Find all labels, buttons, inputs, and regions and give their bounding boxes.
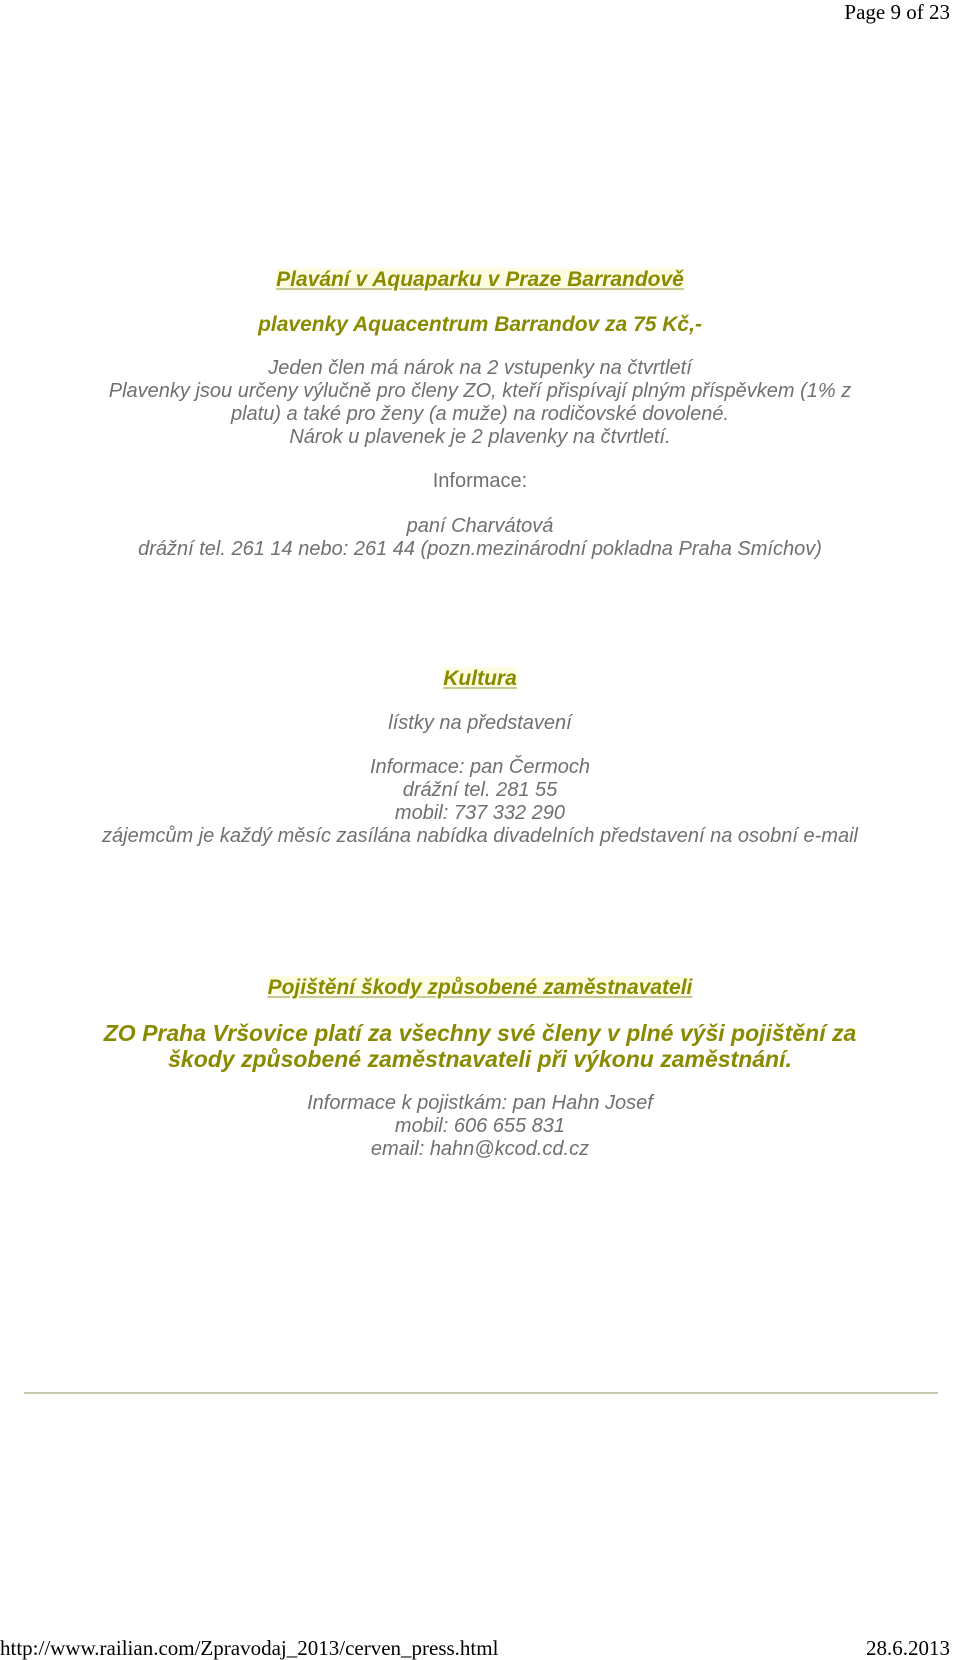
swimming-line-1: Jeden člen má nárok na 2 vstupenky na čtvrtletí	[268, 357, 692, 379]
swimming-section-title: Plavání v Aquaparku v Praze Barrandově	[276, 268, 684, 291]
culture-info-line: Informace: pan Čermoch	[369, 756, 591, 778]
insurance-statement-line-2: škody způsobené zaměstnavateli při výkonu zaměstnání.	[168, 1046, 792, 1072]
page-number: Page 9 of 23	[844, 0, 950, 24]
swimming-line-2: Plavenky jsou určeny výlučně pro členy ZO, kteří přispívají plným příspěvkem (1% z	[108, 380, 852, 402]
culture-section-subtitle: lístky na představení	[388, 712, 572, 734]
swimming-line-3: platu) a také pro ženy (a muže) na rodičovské dovolené.	[230, 403, 730, 425]
footer-date: 28.6.2013	[866, 1636, 950, 1660]
insurance-info-line: Informace k pojistkám: pan Hahn Josef	[307, 1092, 653, 1114]
culture-mobile: mobil: 737 332 290	[394, 802, 566, 824]
insurance-email: email: hahn@kcod.cd.cz	[370, 1138, 590, 1160]
swimming-line-4: Nárok u plavenek je 2 plavenky na čtvrtletí.	[289, 426, 671, 448]
culture-section-title-wrap	[0, 667, 960, 691]
swimming-section-subtitle: plavenky Aquacentrum Barrandov za 75 Kč,-	[258, 313, 702, 336]
swimming-contact-name: paní Charvátová	[406, 515, 554, 537]
insurance-statement-line-1: ZO Praha Vršovice platí za všechny své členy v plné výši pojištění za	[103, 1020, 857, 1046]
insurance-section-title: Pojištění škody způsobené zaměstnavateli	[267, 976, 693, 999]
insurance-section-title-wrap	[0, 976, 960, 1000]
swimming-info-label: Informace:	[432, 470, 528, 492]
horizontal-divider	[24, 1392, 938, 1394]
culture-note: zájemcům je každý měsíc zasílána nabídka divadelních představení na osobní e-mail	[102, 825, 858, 847]
footer-url: http://www.railian.com/Zpravodaj_2013/cerven_press.html	[0, 1636, 499, 1660]
swimming-section-title-wrap	[0, 268, 960, 292]
culture-phone: drážní tel. 281 55	[402, 779, 558, 801]
insurance-mobile: mobil: 606 655 831	[394, 1115, 566, 1137]
culture-section-title: Kultura	[443, 667, 517, 690]
swimming-contact-phone: drážní tel. 261 14 nebo: 261 44 (pozn.mezinárodní pokladna Praha Smíchov)	[138, 538, 822, 560]
